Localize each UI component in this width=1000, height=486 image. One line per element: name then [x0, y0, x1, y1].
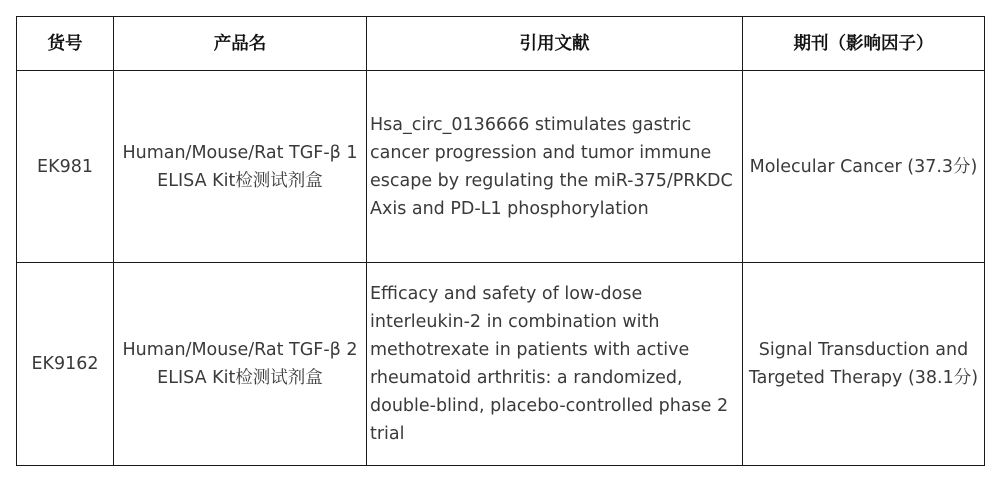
- product-name: Human/Mouse/Rat TGF-β 1 ELISA Kit检测试剂盒: [114, 71, 367, 263]
- header-row: [17, 17, 985, 71]
- citation-table: [16, 16, 985, 466]
- citation-title: Hsa_circ_0136666 stimulates gastric cancer progression and tumor immune escape by regulating the miR-375/PRKDC Axis and PD-L1 phosphorylation: [367, 71, 743, 263]
- catalog-number: EK9162: [17, 263, 114, 466]
- citation-title: Efficacy and safety of low-dose interleukin-2 in combination with methotrexate in patients with active rheumatoid arthritis: a randomized, double-blind, placebo-controlled phase 2 trial: [367, 263, 743, 466]
- table-row: [17, 71, 985, 263]
- journal-impact: Molecular Cancer (37.3分): [743, 71, 985, 263]
- header-journal: 期刊（影响因子）: [743, 17, 985, 71]
- table-row: [17, 263, 985, 466]
- catalog-number: EK981: [17, 71, 114, 263]
- header-product: 产品名: [114, 17, 367, 71]
- header-citation: 引用文献: [367, 17, 743, 71]
- product-name: Human/Mouse/Rat TGF-β 2 ELISA Kit检测试剂盒: [114, 263, 367, 466]
- header-catalog: 货号: [17, 17, 114, 71]
- journal-impact: Signal Transduction and Targeted Therapy (38.1分): [743, 263, 985, 466]
